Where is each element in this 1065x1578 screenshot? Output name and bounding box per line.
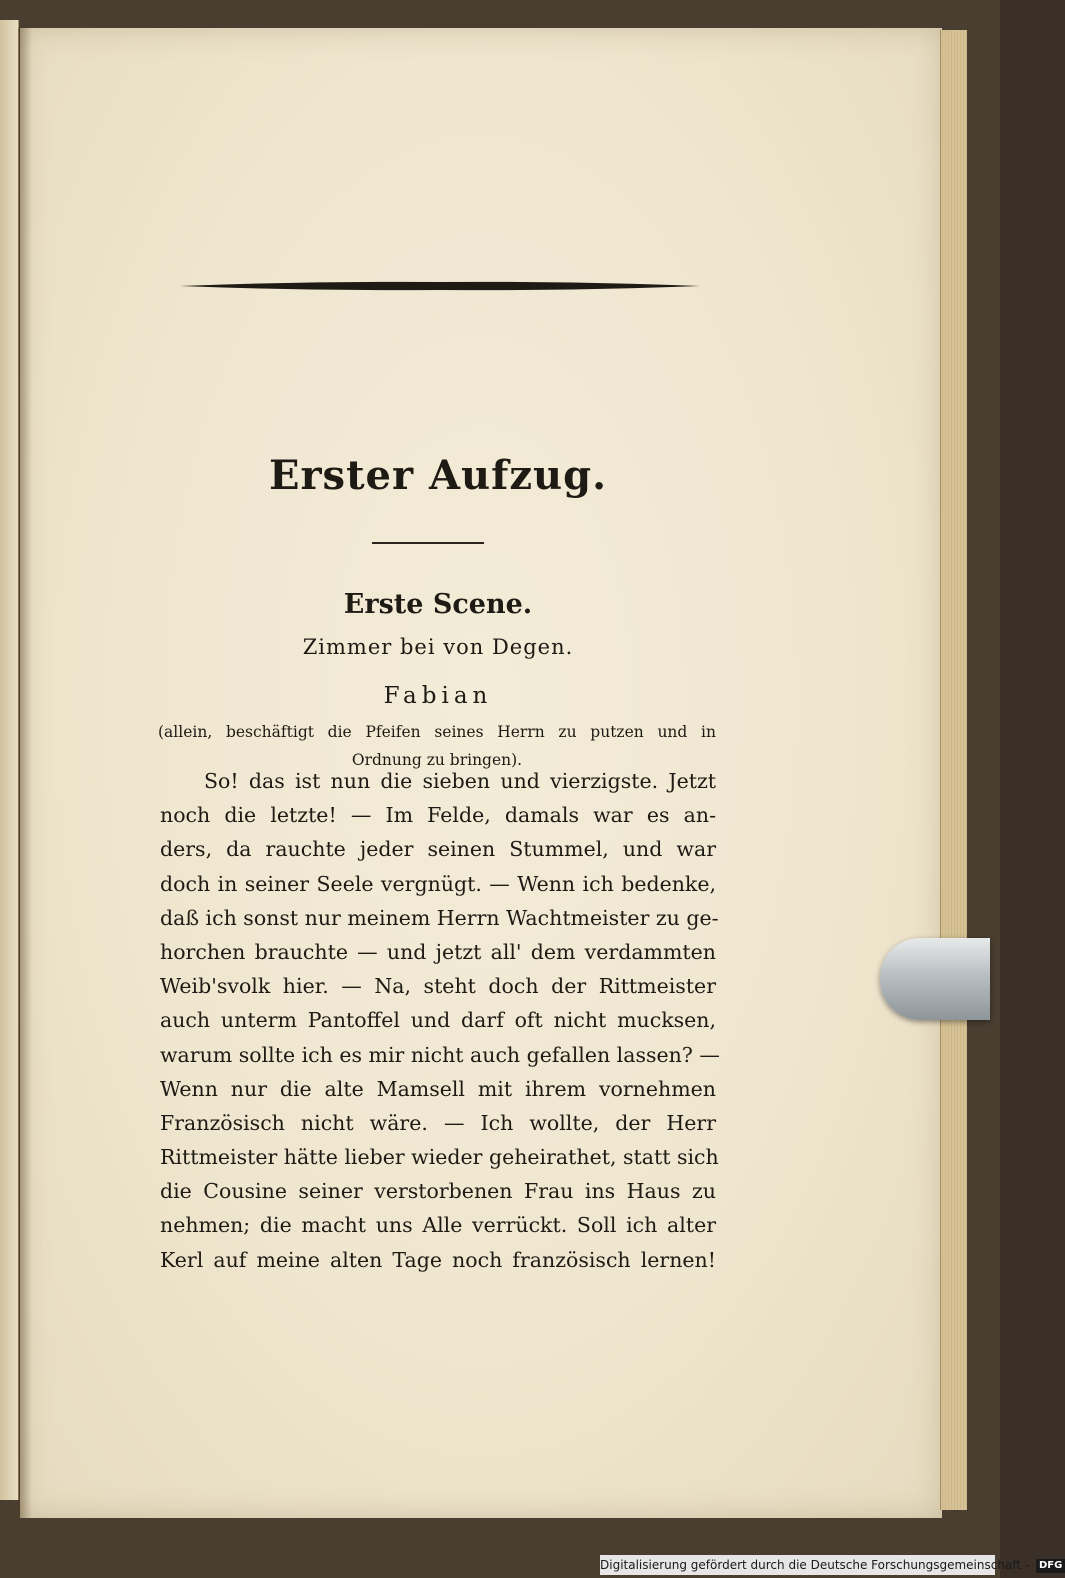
dfg-logo: DFG (1036, 1559, 1065, 1573)
text-line: Kerl auf meine alten Tage noch französisch lernen! (160, 1247, 716, 1272)
text-line: nehmen; die macht uns Alle verrückt. Soll ich alter (160, 1213, 716, 1238)
text-line: doch in seiner Seele vergnügt. — Wenn ich bedenke, (160, 871, 716, 896)
stage-direction-line: Ordnung zu bringen). (351, 751, 523, 770)
left-page-edge (0, 20, 19, 1500)
act-title: Erster Aufzug. (268, 452, 608, 499)
text-line: auch unterm Pantoffel und darf oft nicht mucksen, (160, 1008, 716, 1033)
text-line: daß ich sonst nur meinem Herrn Wachtmeister zu ge- (160, 905, 719, 930)
text-line: ders, da rauchte jeder seinen Stummel, und war (160, 837, 716, 862)
speaker-name: Fabian (383, 683, 493, 709)
gutter-shadow (18, 28, 32, 1518)
digitization-credit (600, 1555, 1063, 1575)
text-line: warum sollte ich es mir nicht auch gefallen lassen? — (160, 1042, 720, 1067)
text-line: noch die letzte! — Im Felde, damals war es an- (160, 803, 716, 828)
text-line: die Cousine seiner verstorbenen Frau ins Haus zu (160, 1179, 716, 1204)
scene-title: Erste Scene. (343, 589, 533, 620)
ornamental-rule-icon (180, 279, 700, 293)
scene-location: Zimmer bei von Degen. (302, 635, 574, 659)
text-line: Weib'svolk hier. — Na, steht doch der Rittmeister (160, 974, 716, 999)
text-line: So! das ist nun die sieben und vierzigste. Jetzt (204, 769, 716, 793)
text-line: Rittmeister hätte lieber wieder geheirathet, statt sich (160, 1145, 719, 1170)
text-line: Französisch nicht wäre. — Ich wollte, der Herr (160, 1110, 716, 1135)
text-line: horchen brauchte — und jetzt all' dem verdammten (160, 939, 716, 964)
title-rule (372, 542, 484, 544)
credit-text: Digitalisierung gefördert durch die Deutsche Forschungsgemeinschaft - (600, 1558, 1030, 1572)
dialogue-text (160, 764, 720, 1277)
page-stack-edge (940, 30, 967, 1510)
stage-direction-line: (allein, beschäftigt die Pfeifen seines Herrn zu putzen und in (158, 723, 716, 741)
metal-clip-icon (880, 938, 990, 1020)
text-line: Wenn nur die alte Mamsell mit ihrem vornehmen (160, 1076, 716, 1101)
